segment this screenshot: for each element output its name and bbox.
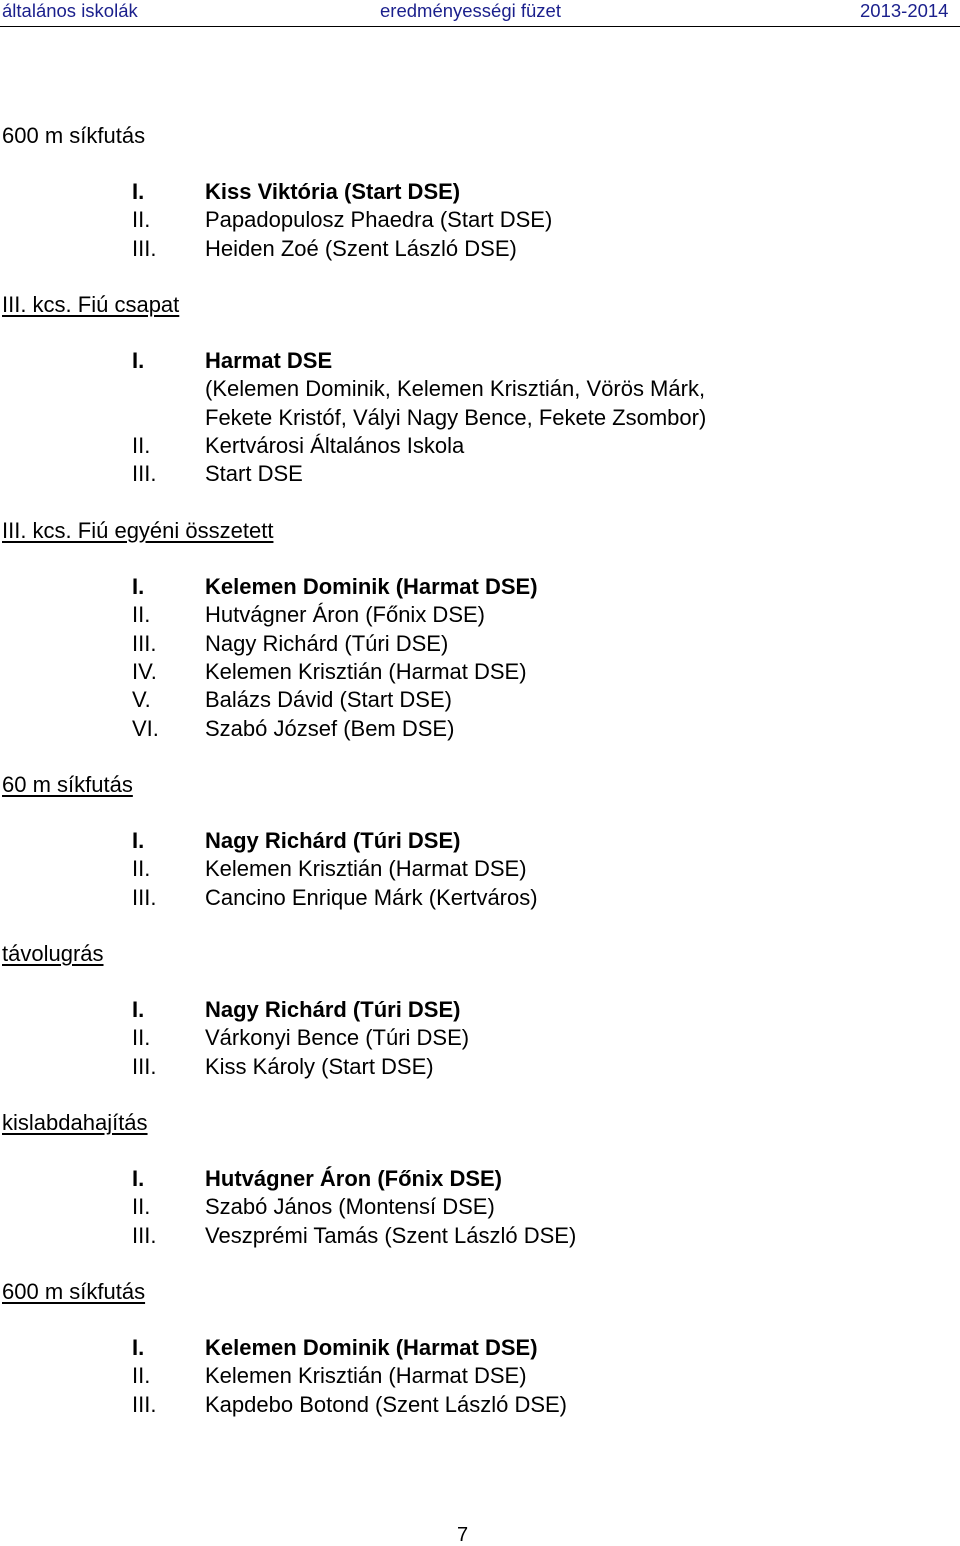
result-rank: II.	[132, 1363, 151, 1389]
result-name: Harmat DSE	[205, 348, 333, 373]
section-heading: 600 m síkfutás	[2, 1279, 146, 1304]
result-row	[0, 1193, 960, 1221]
result-rank: III.	[132, 235, 157, 261]
result-rank: III.	[132, 630, 157, 656]
result-row	[0, 1024, 960, 1052]
result-name: Cancino Enrique Márk (Kertváros)	[205, 884, 538, 910]
result-row	[0, 686, 960, 714]
result-row	[0, 1165, 960, 1193]
result-rank: I.	[132, 179, 145, 204]
result-rank: III.	[132, 1391, 157, 1417]
result-row	[0, 658, 960, 686]
result-name: Kapdebo Botond (Szent László DSE)	[205, 1391, 568, 1417]
result-name: Várkonyi Bence (Túri DSE)	[205, 1025, 470, 1051]
result-name: Szabó József (Bem DSE)	[205, 715, 455, 741]
result-rank: I.	[132, 828, 145, 853]
section-heading: távolugrás	[2, 941, 104, 966]
result-name: Papadopulosz Phaedra (Start DSE)	[205, 207, 553, 233]
result-row	[0, 1334, 960, 1362]
header-right: 2013-2014	[860, 0, 949, 21]
result-rank: II.	[132, 432, 151, 458]
result-row	[0, 460, 960, 488]
result-rank: II.	[132, 602, 151, 628]
result-row	[0, 347, 960, 375]
result-rank: VI.	[132, 715, 159, 741]
result-name: Hutvágner Áron (Főnix DSE)	[205, 1166, 503, 1191]
result-name: Nagy Richárd (Túri DSE)	[205, 630, 449, 656]
result-rank: IV.	[132, 658, 157, 684]
result-row	[0, 1222, 960, 1250]
result-rank: III.	[132, 1053, 157, 1079]
header-center: eredményességi füzet	[380, 0, 561, 21]
result-name: Kiss Viktória (Start DSE)	[205, 179, 461, 204]
result-rank: II.	[132, 1025, 151, 1051]
result-rank: V.	[132, 687, 151, 713]
result-row	[0, 375, 960, 403]
result-name: Hutvágner Áron (Főnix DSE)	[205, 602, 485, 628]
result-name: Veszprémi Tamás (Szent László DSE)	[205, 1222, 577, 1248]
page-number: 7	[457, 1524, 469, 1546]
section-heading: kislabdahajítás	[2, 1110, 148, 1135]
result-name: Start DSE	[205, 461, 303, 487]
result-name: Kelemen Krisztián (Harmat DSE)	[205, 658, 527, 684]
result-row	[0, 1391, 960, 1419]
result-name: Kertvárosi Általános Iskola	[205, 432, 465, 458]
result-row	[0, 235, 960, 263]
result-name: Kelemen Krisztián (Harmat DSE)	[205, 1363, 527, 1389]
result-row	[0, 178, 960, 206]
result-row	[0, 855, 960, 883]
result-name: Nagy Richárd (Túri DSE)	[205, 997, 461, 1022]
result-rank: II.	[132, 856, 151, 882]
result-name: Nagy Richárd (Túri DSE)	[205, 828, 461, 853]
result-rank: III.	[132, 884, 157, 910]
result-row	[0, 827, 960, 855]
result-name: Fekete Kristóf, Vályi Nagy Bence, Fekete Zsombor)	[205, 404, 707, 430]
result-row	[0, 404, 960, 432]
header-left: általános iskolák	[2, 0, 138, 21]
result-row	[0, 432, 960, 460]
result-row	[0, 630, 960, 658]
result-row	[0, 1053, 960, 1081]
result-row	[0, 206, 960, 234]
result-name: Kelemen Krisztián (Harmat DSE)	[205, 856, 527, 882]
section-heading: III. kcs. Fiú egyéni összetett	[2, 518, 274, 543]
result-rank: I.	[132, 348, 145, 373]
result-row	[0, 715, 960, 743]
section-heading: 600 m síkfutás	[2, 123, 146, 148]
result-name: (Kelemen Dominik, Kelemen Krisztián, Vörös Márk,	[205, 376, 706, 402]
result-name: Kelemen Dominik (Harmat DSE)	[205, 574, 538, 599]
page-header	[0, 0, 960, 27]
result-name: Kelemen Dominik (Harmat DSE)	[205, 1335, 538, 1360]
result-row	[0, 996, 960, 1024]
result-rank: I.	[132, 574, 145, 599]
result-row	[0, 884, 960, 912]
result-rank: I.	[132, 1335, 145, 1360]
result-row	[0, 1362, 960, 1390]
result-name: Kiss Károly (Start DSE)	[205, 1053, 434, 1079]
result-rank: I.	[132, 1166, 145, 1191]
result-rank: II.	[132, 1194, 151, 1220]
result-name: Balázs Dávid (Start DSE)	[205, 687, 452, 713]
result-rank: III.	[132, 461, 157, 487]
result-name: Heiden Zoé (Szent László DSE)	[205, 235, 517, 261]
result-rank: II.	[132, 207, 151, 233]
section-heading: 60 m síkfutás	[2, 772, 133, 797]
result-rank: III.	[132, 1222, 157, 1248]
result-rank: I.	[132, 997, 145, 1022]
result-row	[0, 601, 960, 629]
section-heading: III. kcs. Fiú csapat	[2, 292, 180, 317]
result-row	[0, 573, 960, 601]
result-name: Szabó János (Montensí DSE)	[205, 1194, 495, 1220]
